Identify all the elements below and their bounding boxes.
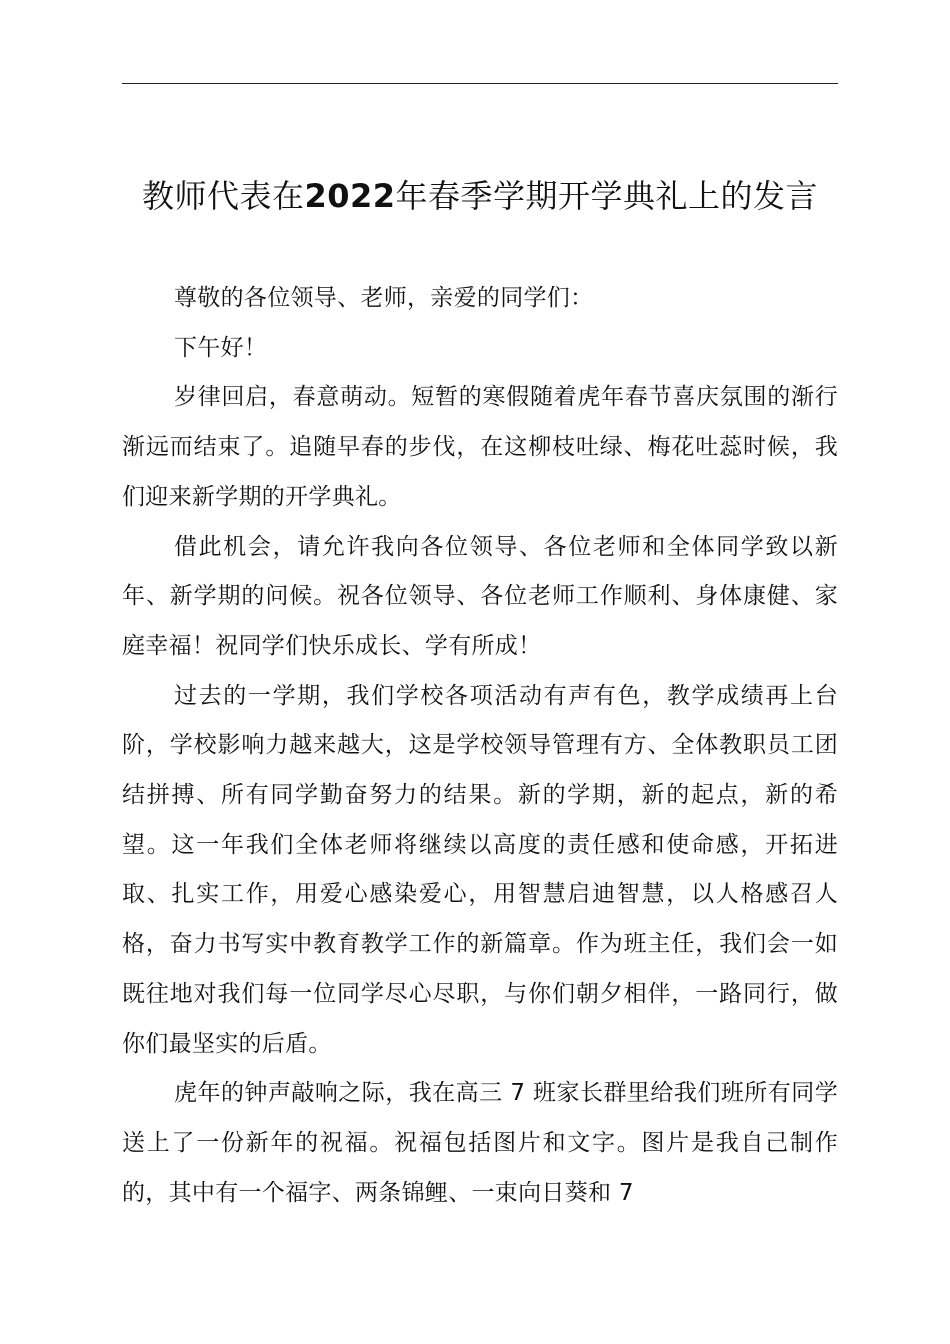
greeting: 下午好！ xyxy=(174,334,268,361)
salutation: 尊敬的各位领导、老师，亲爱的同学们： xyxy=(174,285,594,311)
title-year: 2022 xyxy=(304,177,396,216)
body-paragraph: 借此机会，请允许我向各位领导、各位老师和全体同学致以新年、新学期的问候。祝各位领导、各位老师工作顺利、身体康健、家庭幸福！祝同学们快乐成长、学有所成！ xyxy=(122,533,838,659)
document-body xyxy=(122,274,838,1218)
document-title xyxy=(112,171,848,221)
body-paragraph: 过去的一学期，我们学校各项活动有声有色，教学成绩再上台阶，学校影响力越来越大，这是学校领导管理有方、全体教职员工团结拼搏、所有同学勤奋努力的结果。新的学期，新的起点，新的希望。这一年我们全体老师将继续以高度的责任感和使命感，开拓进取、扎实工作，用爱心感染爱心，用智慧启迪智慧，以人格感召人格，奋力书写实中教育教学工作的新篇章。作为班主任，我们会一如既往地对我们每一位同学尽心尽职，与你们朝夕相伴，一路同行，做你们最坚实的后盾。 xyxy=(122,682,838,1057)
title-suffix: 年春季学期开学典礼上的发言 xyxy=(395,177,819,216)
body-paragraph: 虎年的钟声敲响之际，我在高三 7 班家长群里给我们班所有同学送上了一份新年的祝福。祝福包括图片和文字。图片是我自己制作的，其中有一个福字、两条锦鲤、一束向日葵和 7 xyxy=(122,1080,838,1206)
title-prefix: 教师代表在 xyxy=(141,177,305,216)
body-paragraph: 岁律回启，春意萌动。短暂的寒假随着虎年春节喜庆氛围的渐行渐远而结束了。追随早春的步伐，在这柳枝吐绿、梅花吐蕊时候，我们迎来新学期的开学典礼。 xyxy=(122,384,838,510)
header-rule xyxy=(122,83,838,84)
